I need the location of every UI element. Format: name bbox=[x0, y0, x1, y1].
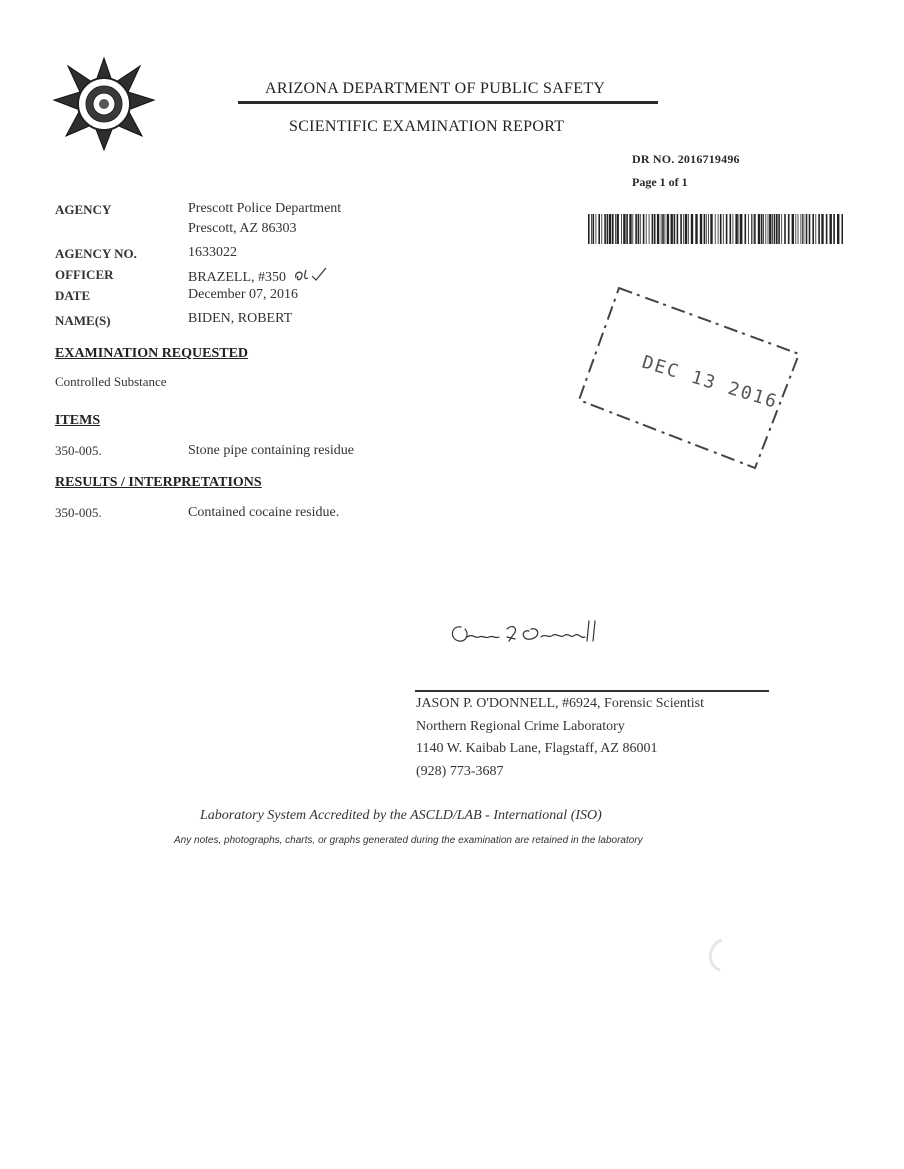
barcode-bar bbox=[812, 214, 814, 244]
scientist-name: JASON P. O'DONNELL, #6924, Forensic Scientist bbox=[416, 696, 704, 711]
barcode-bar bbox=[617, 214, 619, 244]
received-date-stamp bbox=[575, 282, 805, 472]
examination-value: Controlled Substance bbox=[55, 374, 167, 389]
barcode-bar bbox=[695, 214, 697, 244]
barcode-bar bbox=[671, 214, 673, 244]
department-title: ARIZONA DEPARTMENT OF PUBLIC SAFETY bbox=[265, 80, 606, 97]
barcode-bar bbox=[723, 214, 724, 244]
barcode-bar bbox=[804, 214, 805, 244]
names-label: NAME(S) bbox=[55, 313, 111, 328]
barcode-bar bbox=[640, 214, 641, 244]
barcode-bar bbox=[842, 214, 844, 244]
barcode-bar bbox=[674, 214, 676, 244]
barcode-bar bbox=[772, 214, 773, 244]
barcode-bar bbox=[735, 214, 737, 244]
barcode-bar bbox=[704, 214, 706, 244]
barcode-bar bbox=[652, 214, 654, 244]
barcode-bar bbox=[691, 214, 693, 244]
barcode-bar bbox=[739, 214, 740, 244]
result-id: 350-005. bbox=[55, 505, 102, 520]
barcode-bar bbox=[795, 214, 796, 244]
barcode-bar bbox=[621, 214, 622, 244]
barcode-bar bbox=[802, 214, 803, 244]
barcode-bar bbox=[588, 214, 590, 244]
names-value: BIDEN, ROBERT bbox=[188, 311, 293, 326]
initials-mark bbox=[292, 266, 332, 284]
agency-no-value: 1633022 bbox=[188, 245, 237, 260]
barcode-bar bbox=[626, 214, 628, 244]
item-id: 350-005. bbox=[55, 443, 102, 458]
barcode-bar bbox=[643, 214, 645, 244]
date-label: DATE bbox=[55, 288, 91, 303]
barcode-bar bbox=[706, 214, 707, 244]
item-description: Stone pipe containing residue bbox=[188, 443, 355, 458]
barcode-bar bbox=[665, 214, 666, 244]
barcode-bar bbox=[615, 214, 616, 244]
barcode-bar bbox=[593, 214, 595, 244]
barcode-bar bbox=[776, 214, 778, 244]
signature-line bbox=[415, 690, 769, 692]
barcode-bar bbox=[754, 214, 756, 244]
agency-value-line1: Prescott Police Department bbox=[188, 201, 342, 216]
report-title: SCIENTIFIC EXAMINATION REPORT bbox=[289, 118, 565, 135]
barcode-bar bbox=[781, 214, 782, 244]
barcode-bar bbox=[604, 214, 606, 244]
barcode-bar bbox=[700, 214, 702, 244]
barcode-bar bbox=[623, 214, 625, 244]
barcode-bar bbox=[761, 214, 763, 244]
barcode-bar bbox=[745, 214, 747, 244]
lab-address: 1140 W. Kaibab Lane, Flagstaff, AZ 86001 bbox=[416, 741, 658, 756]
barcode-bar bbox=[632, 214, 633, 244]
barcode-bar bbox=[765, 214, 766, 244]
barcode-bar bbox=[740, 214, 742, 244]
barcode-bar bbox=[809, 214, 811, 244]
barcode-bar bbox=[649, 214, 650, 244]
barcode-bar bbox=[677, 214, 679, 244]
barcode-bar bbox=[763, 214, 764, 244]
barcode-bar bbox=[646, 214, 647, 244]
barcode-bar bbox=[683, 214, 684, 244]
items-heading: ITEMS bbox=[55, 413, 101, 428]
barcode-bar bbox=[801, 214, 802, 244]
result-description: Contained cocaine residue. bbox=[188, 505, 340, 520]
barcode-bar bbox=[710, 214, 712, 244]
barcode-bar bbox=[708, 214, 709, 244]
barcode-bar bbox=[657, 214, 659, 244]
barcode-bar bbox=[718, 214, 719, 244]
barcode-bar bbox=[638, 214, 640, 244]
barcode-bar bbox=[830, 214, 832, 244]
handwritten-signature bbox=[445, 615, 610, 651]
barcode-bar bbox=[667, 214, 669, 244]
barcode-bar bbox=[788, 214, 790, 244]
barcode-bar bbox=[751, 214, 752, 244]
barcode-bar bbox=[654, 214, 656, 244]
barcode-bar bbox=[792, 214, 794, 244]
barcode-bar bbox=[688, 214, 689, 244]
barcode-bar bbox=[798, 214, 799, 244]
results-heading: RESULTS / INTERPRETATIONS bbox=[55, 475, 262, 490]
barcode-bar bbox=[837, 214, 839, 244]
barcode-bar bbox=[715, 214, 716, 244]
scan-smudge bbox=[700, 930, 770, 980]
barcode-bar bbox=[609, 214, 611, 244]
barcode-bar bbox=[629, 214, 631, 244]
barcode-bar bbox=[774, 214, 776, 244]
barcode-bar bbox=[730, 214, 732, 244]
retention-note: Any notes, photographs, charts, or graphs generated during the examination are retained in the laboratory bbox=[174, 835, 643, 846]
barcode-bar bbox=[661, 214, 662, 244]
dps-badge-logo bbox=[52, 56, 156, 152]
date-value: December 07, 2016 bbox=[188, 287, 299, 302]
barcode-bar bbox=[768, 214, 769, 244]
barcode-bar bbox=[726, 214, 728, 244]
barcode-bar bbox=[598, 214, 600, 244]
barcode-bar bbox=[815, 214, 816, 244]
barcode-bar bbox=[685, 214, 687, 244]
barcode-bar bbox=[821, 214, 823, 244]
barcode-bar bbox=[601, 214, 602, 244]
barcode-bar bbox=[748, 214, 749, 244]
officer-name: BRAZELL, #350 bbox=[188, 270, 286, 285]
barcode-bar bbox=[758, 214, 760, 244]
barcode-bar bbox=[720, 214, 722, 244]
barcode-bar bbox=[769, 214, 771, 244]
lab-phone: (928) 773-3687 bbox=[416, 764, 504, 779]
barcode bbox=[588, 214, 843, 244]
barcode-bar bbox=[635, 214, 637, 244]
stamp-date: DEC 13 2016 bbox=[639, 351, 781, 414]
agency-value-line2: Prescott, AZ 86303 bbox=[188, 221, 297, 236]
barcode-bar bbox=[733, 214, 734, 244]
agency-label: AGENCY bbox=[55, 202, 112, 217]
barcode-bar bbox=[680, 214, 682, 244]
agency-no-label: AGENCY NO. bbox=[55, 246, 137, 261]
examination-heading: EXAMINATION REQUESTED bbox=[55, 346, 249, 361]
barcode-bar bbox=[607, 214, 609, 244]
barcode-bar bbox=[806, 214, 808, 244]
officer-value bbox=[188, 266, 332, 286]
barcode-bar bbox=[784, 214, 786, 244]
barcode-bar bbox=[596, 214, 597, 244]
lab-name: Northern Regional Crime Laboratory bbox=[416, 719, 625, 734]
barcode-bar bbox=[591, 214, 592, 244]
barcode-bar bbox=[753, 214, 754, 244]
barcode-bar bbox=[833, 214, 835, 244]
officer-label: OFFICER bbox=[55, 267, 114, 282]
barcode-bar bbox=[662, 214, 664, 244]
accreditation-text: Laboratory System Accredited by the ASCLD/LAB - International (ISO) bbox=[200, 808, 602, 823]
dr-number: DR NO. 2016719496 bbox=[632, 152, 740, 166]
barcode-bar bbox=[612, 214, 614, 244]
barcode-bar bbox=[818, 214, 820, 244]
page-indicator: Page 1 of 1 bbox=[632, 175, 688, 189]
barcode-bar bbox=[778, 214, 780, 244]
header-divider bbox=[238, 101, 658, 104]
barcode-bar bbox=[826, 214, 828, 244]
